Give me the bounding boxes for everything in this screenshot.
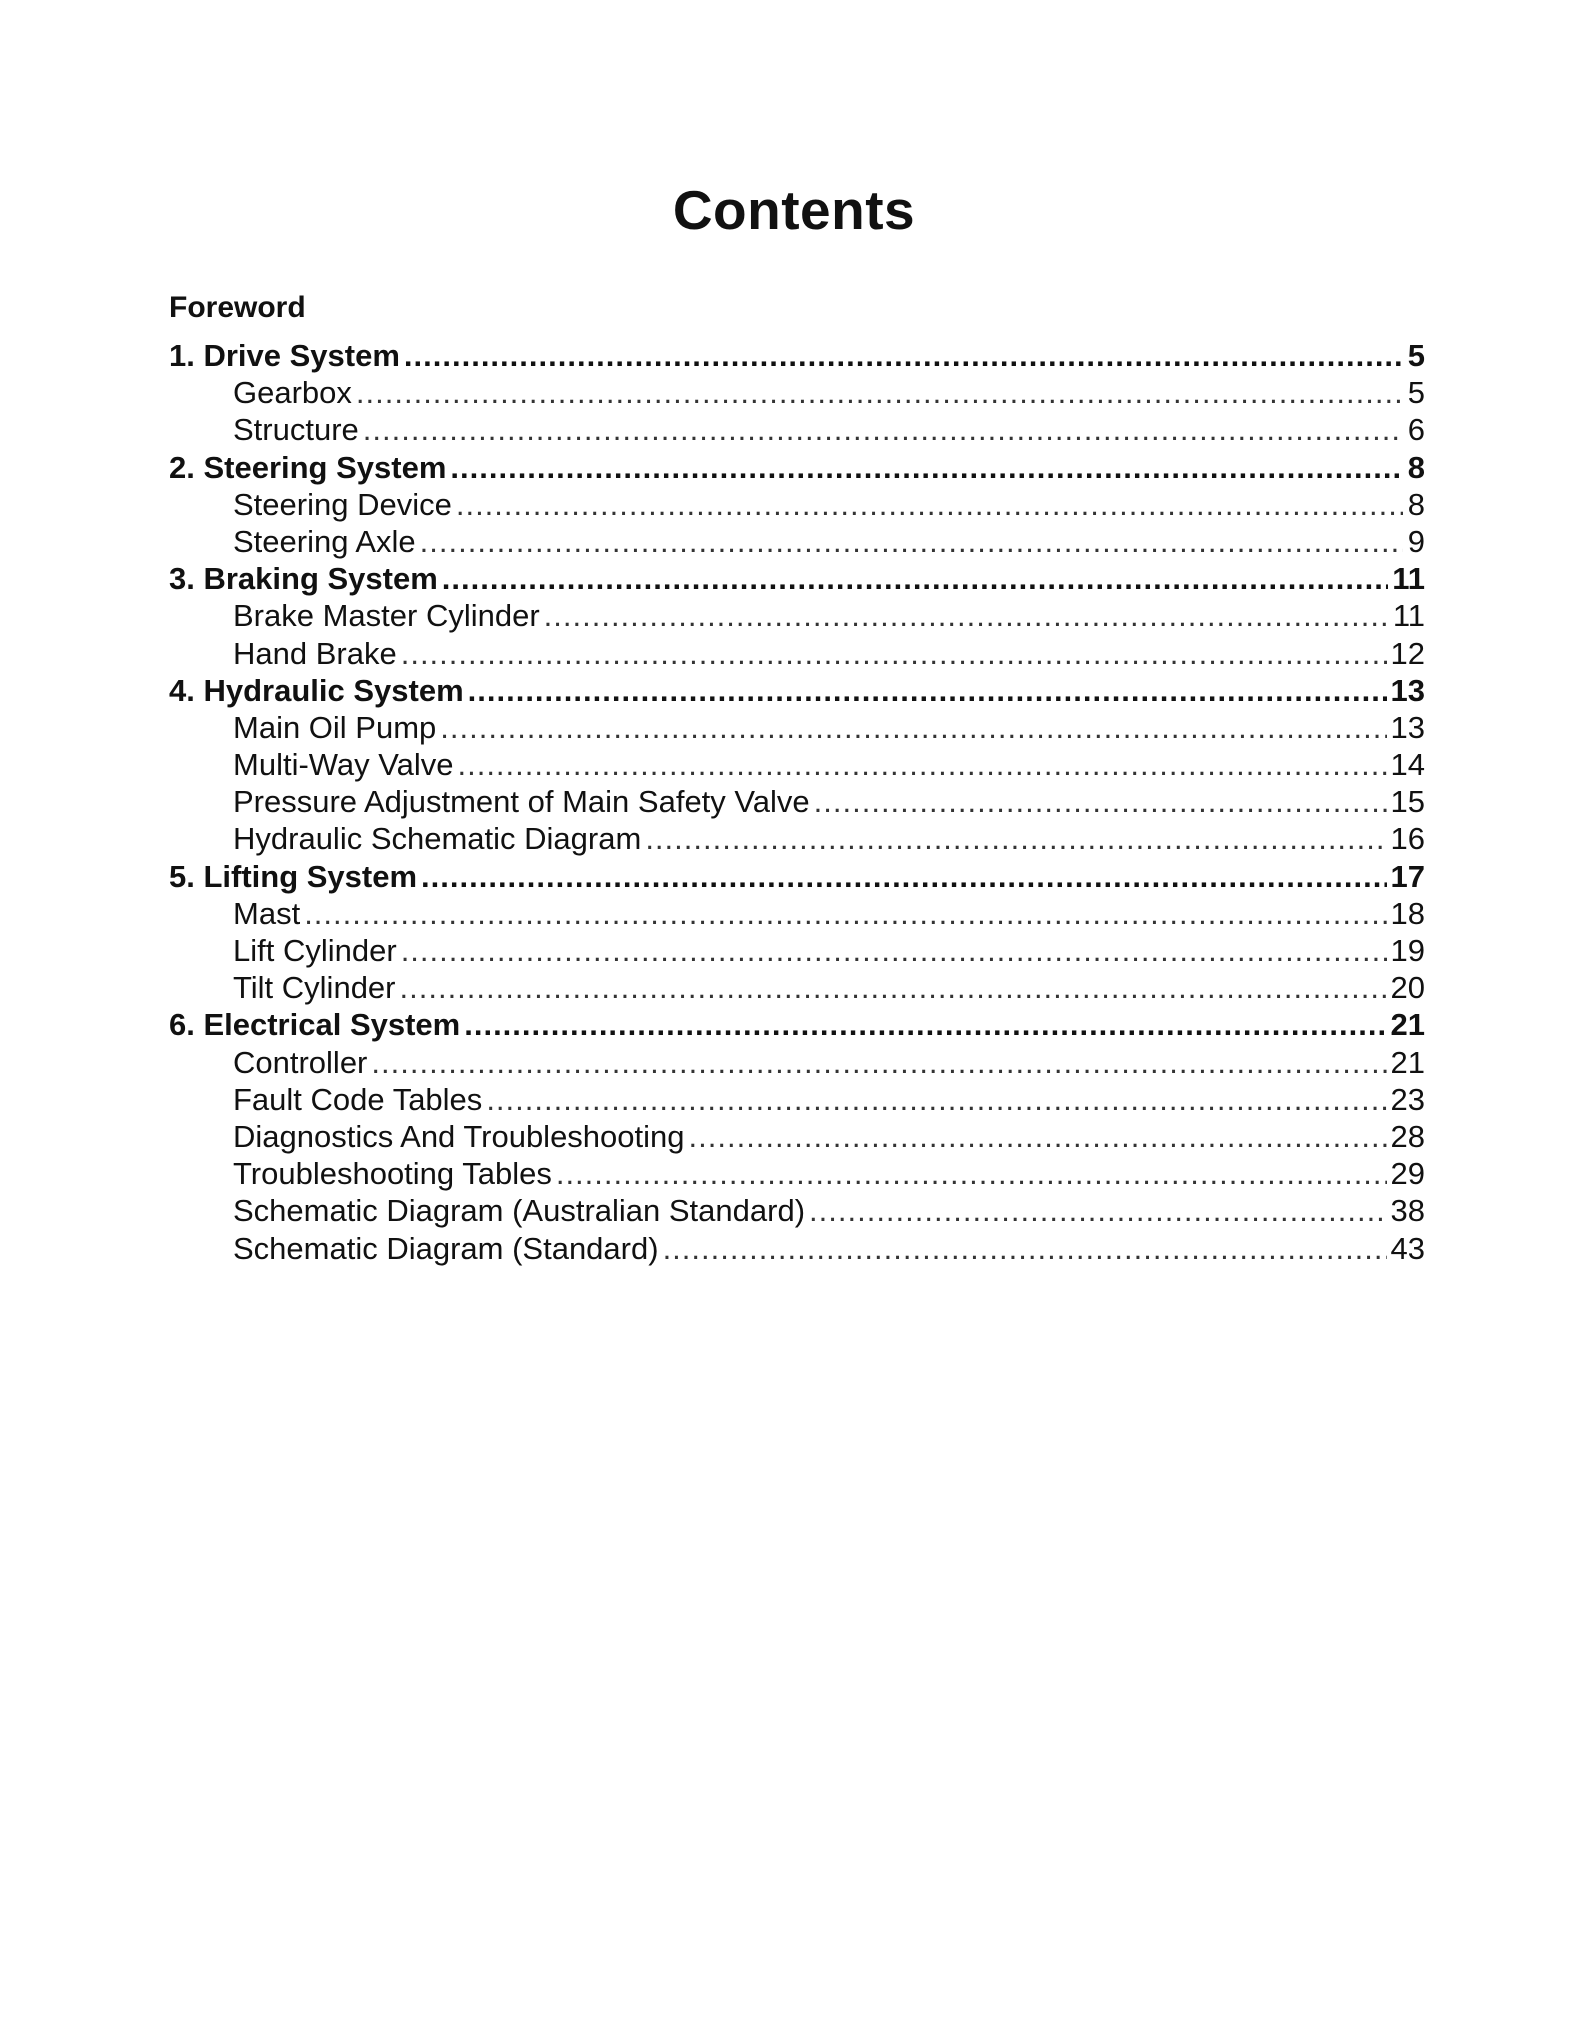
toc-dot-leader — [421, 858, 1386, 895]
toc-page-number: 21 — [1390, 1044, 1425, 1080]
toc-entry-label: Diagnostics And Troubleshooting — [233, 1118, 685, 1154]
toc-dot-leader — [556, 1155, 1387, 1192]
toc-page-number: 14 — [1390, 747, 1425, 783]
toc-subsection-entry[interactable] — [169, 1081, 1425, 1118]
toc-entry-label: Fault Code Tables — [233, 1081, 483, 1117]
toc-entry-label: Steering Axle — [233, 523, 416, 559]
toc-subsection-entry[interactable] — [169, 486, 1425, 523]
toc-dot-leader — [400, 969, 1387, 1006]
toc-dot-leader — [450, 449, 1403, 486]
toc-page-number: 8 — [1407, 449, 1425, 485]
toc-page-number: 18 — [1390, 895, 1425, 931]
toc-subsection-entry[interactable] — [169, 820, 1425, 857]
toc-entry-label: Controller — [233, 1044, 368, 1080]
toc-dot-leader — [304, 895, 1386, 932]
toc-subsection-entry[interactable] — [169, 969, 1425, 1006]
toc-page-number: 29 — [1390, 1156, 1425, 1192]
toc-entry-label: Schematic Diagram (Standard) — [233, 1230, 659, 1266]
toc-page-number: 9 — [1407, 523, 1425, 559]
toc-entry-label: Brake Master Cylinder — [233, 598, 540, 634]
toc-subsection-entry[interactable] — [169, 523, 1425, 560]
toc-subsection-entry[interactable] — [169, 374, 1425, 411]
toc-dot-leader — [404, 337, 1403, 374]
toc-dot-leader — [456, 486, 1403, 523]
toc-dot-leader — [486, 1081, 1386, 1118]
toc-page-number: 17 — [1390, 858, 1425, 894]
toc-section-entry[interactable] — [169, 672, 1425, 709]
toc-page-number: 8 — [1407, 486, 1425, 522]
toc-page-number: 11 — [1392, 598, 1425, 634]
toc-entry-label: Hydraulic Schematic Diagram — [233, 821, 642, 857]
toc-entry-label: Hand Brake — [233, 635, 397, 671]
toc-subsection-entry[interactable] — [169, 1118, 1425, 1155]
toc-subsection-entry[interactable] — [169, 746, 1425, 783]
toc-dot-leader — [468, 672, 1387, 709]
toc-dot-leader — [663, 1230, 1387, 1267]
toc-section-entry[interactable] — [169, 449, 1425, 486]
toc-entry-label: Main Oil Pump — [233, 709, 437, 745]
toc-entry-label: 2. Steering System — [169, 449, 447, 485]
toc-dot-leader — [363, 411, 1403, 448]
toc-foreword[interactable]: Foreword — [169, 291, 306, 324]
toc-entry-label: 5. Lifting System — [169, 858, 418, 894]
toc-dot-leader — [440, 709, 1386, 746]
toc-entry-label: Structure — [233, 412, 359, 448]
toc-dot-leader — [689, 1118, 1387, 1155]
toc-entry-label: Lift Cylinder — [233, 933, 397, 968]
toc-dot-leader — [814, 783, 1387, 820]
toc-dot-leader — [371, 1044, 1386, 1081]
toc-dot-leader — [442, 560, 1388, 597]
toc-entry-label: Steering Device — [233, 486, 452, 522]
toc-entry-label: Mast — [233, 895, 301, 931]
toc-section-entry[interactable] — [169, 337, 1425, 374]
toc-subsection-entry[interactable] — [169, 895, 1425, 932]
toc-subsection-entry[interactable] — [169, 635, 1425, 672]
toc-dot-leader — [645, 820, 1386, 857]
toc-section-entry[interactable] — [169, 1006, 1425, 1043]
toc-page-number: 11 — [1392, 561, 1425, 597]
toc-page-number: 15 — [1390, 784, 1425, 820]
toc-page-number: 19 — [1390, 933, 1425, 968]
toc-page-number: 6 — [1407, 412, 1425, 448]
toc-subsection-entry[interactable] — [169, 1044, 1425, 1081]
toc-subsection-entry[interactable] — [169, 783, 1425, 820]
toc-entry-label: Schematic Diagram (Australian Standard) — [233, 1193, 806, 1229]
toc-entry-label: 6. Electrical System — [169, 1007, 461, 1043]
toc-entry-label: 4. Hydraulic System — [169, 672, 464, 708]
toc-subsection-entry[interactable] — [169, 1155, 1425, 1192]
toc-page-number: 13 — [1390, 709, 1425, 745]
toc-dot-leader — [401, 932, 1387, 969]
table-of-contents — [169, 337, 1425, 1267]
toc-page-number: 5 — [1407, 338, 1425, 373]
toc-page-number: 28 — [1390, 1118, 1425, 1154]
toc-subsection-entry[interactable] — [169, 709, 1425, 746]
toc-subsection-entry[interactable] — [169, 1230, 1425, 1267]
toc-entry-label: 1. Drive System — [169, 338, 400, 373]
toc-dot-leader — [401, 635, 1387, 672]
toc-page-number: 16 — [1390, 821, 1425, 857]
toc-page-number: 21 — [1390, 1007, 1425, 1043]
toc-dot-leader — [356, 374, 1403, 411]
toc-dot-leader — [464, 1006, 1386, 1043]
toc-page-number: 43 — [1390, 1230, 1425, 1266]
toc-section-entry[interactable] — [169, 858, 1425, 895]
toc-dot-leader — [809, 1192, 1386, 1229]
toc-page-number: 5 — [1407, 375, 1425, 411]
toc-subsection-entry[interactable] — [169, 932, 1425, 969]
toc-subsection-entry[interactable] — [169, 597, 1425, 634]
page-title: Contents — [672, 179, 916, 241]
toc-entry-label: Troubleshooting Tables — [233, 1156, 552, 1192]
toc-page-number: 13 — [1390, 672, 1425, 708]
toc-subsection-entry[interactable] — [169, 1192, 1425, 1229]
toc-entry-label: Gearbox — [233, 375, 352, 411]
toc-entry-label: 3. Braking System — [169, 561, 438, 597]
toc-dot-leader — [420, 523, 1403, 560]
toc-dot-leader — [457, 746, 1386, 783]
toc-page-number: 20 — [1390, 970, 1425, 1006]
toc-page-number: 38 — [1390, 1193, 1425, 1229]
toc-page-number: 23 — [1390, 1081, 1425, 1117]
toc-section-entry[interactable] — [169, 560, 1425, 597]
toc-dot-leader — [544, 597, 1389, 634]
toc-entry-label: Tilt Cylinder — [233, 970, 396, 1006]
toc-entry-label: Multi-Way Valve — [233, 747, 454, 783]
toc-subsection-entry[interactable] — [169, 411, 1425, 448]
toc-entry-label: Pressure Adjustment of Main Safety Valve — [233, 784, 810, 820]
toc-page-number: 12 — [1390, 635, 1425, 671]
